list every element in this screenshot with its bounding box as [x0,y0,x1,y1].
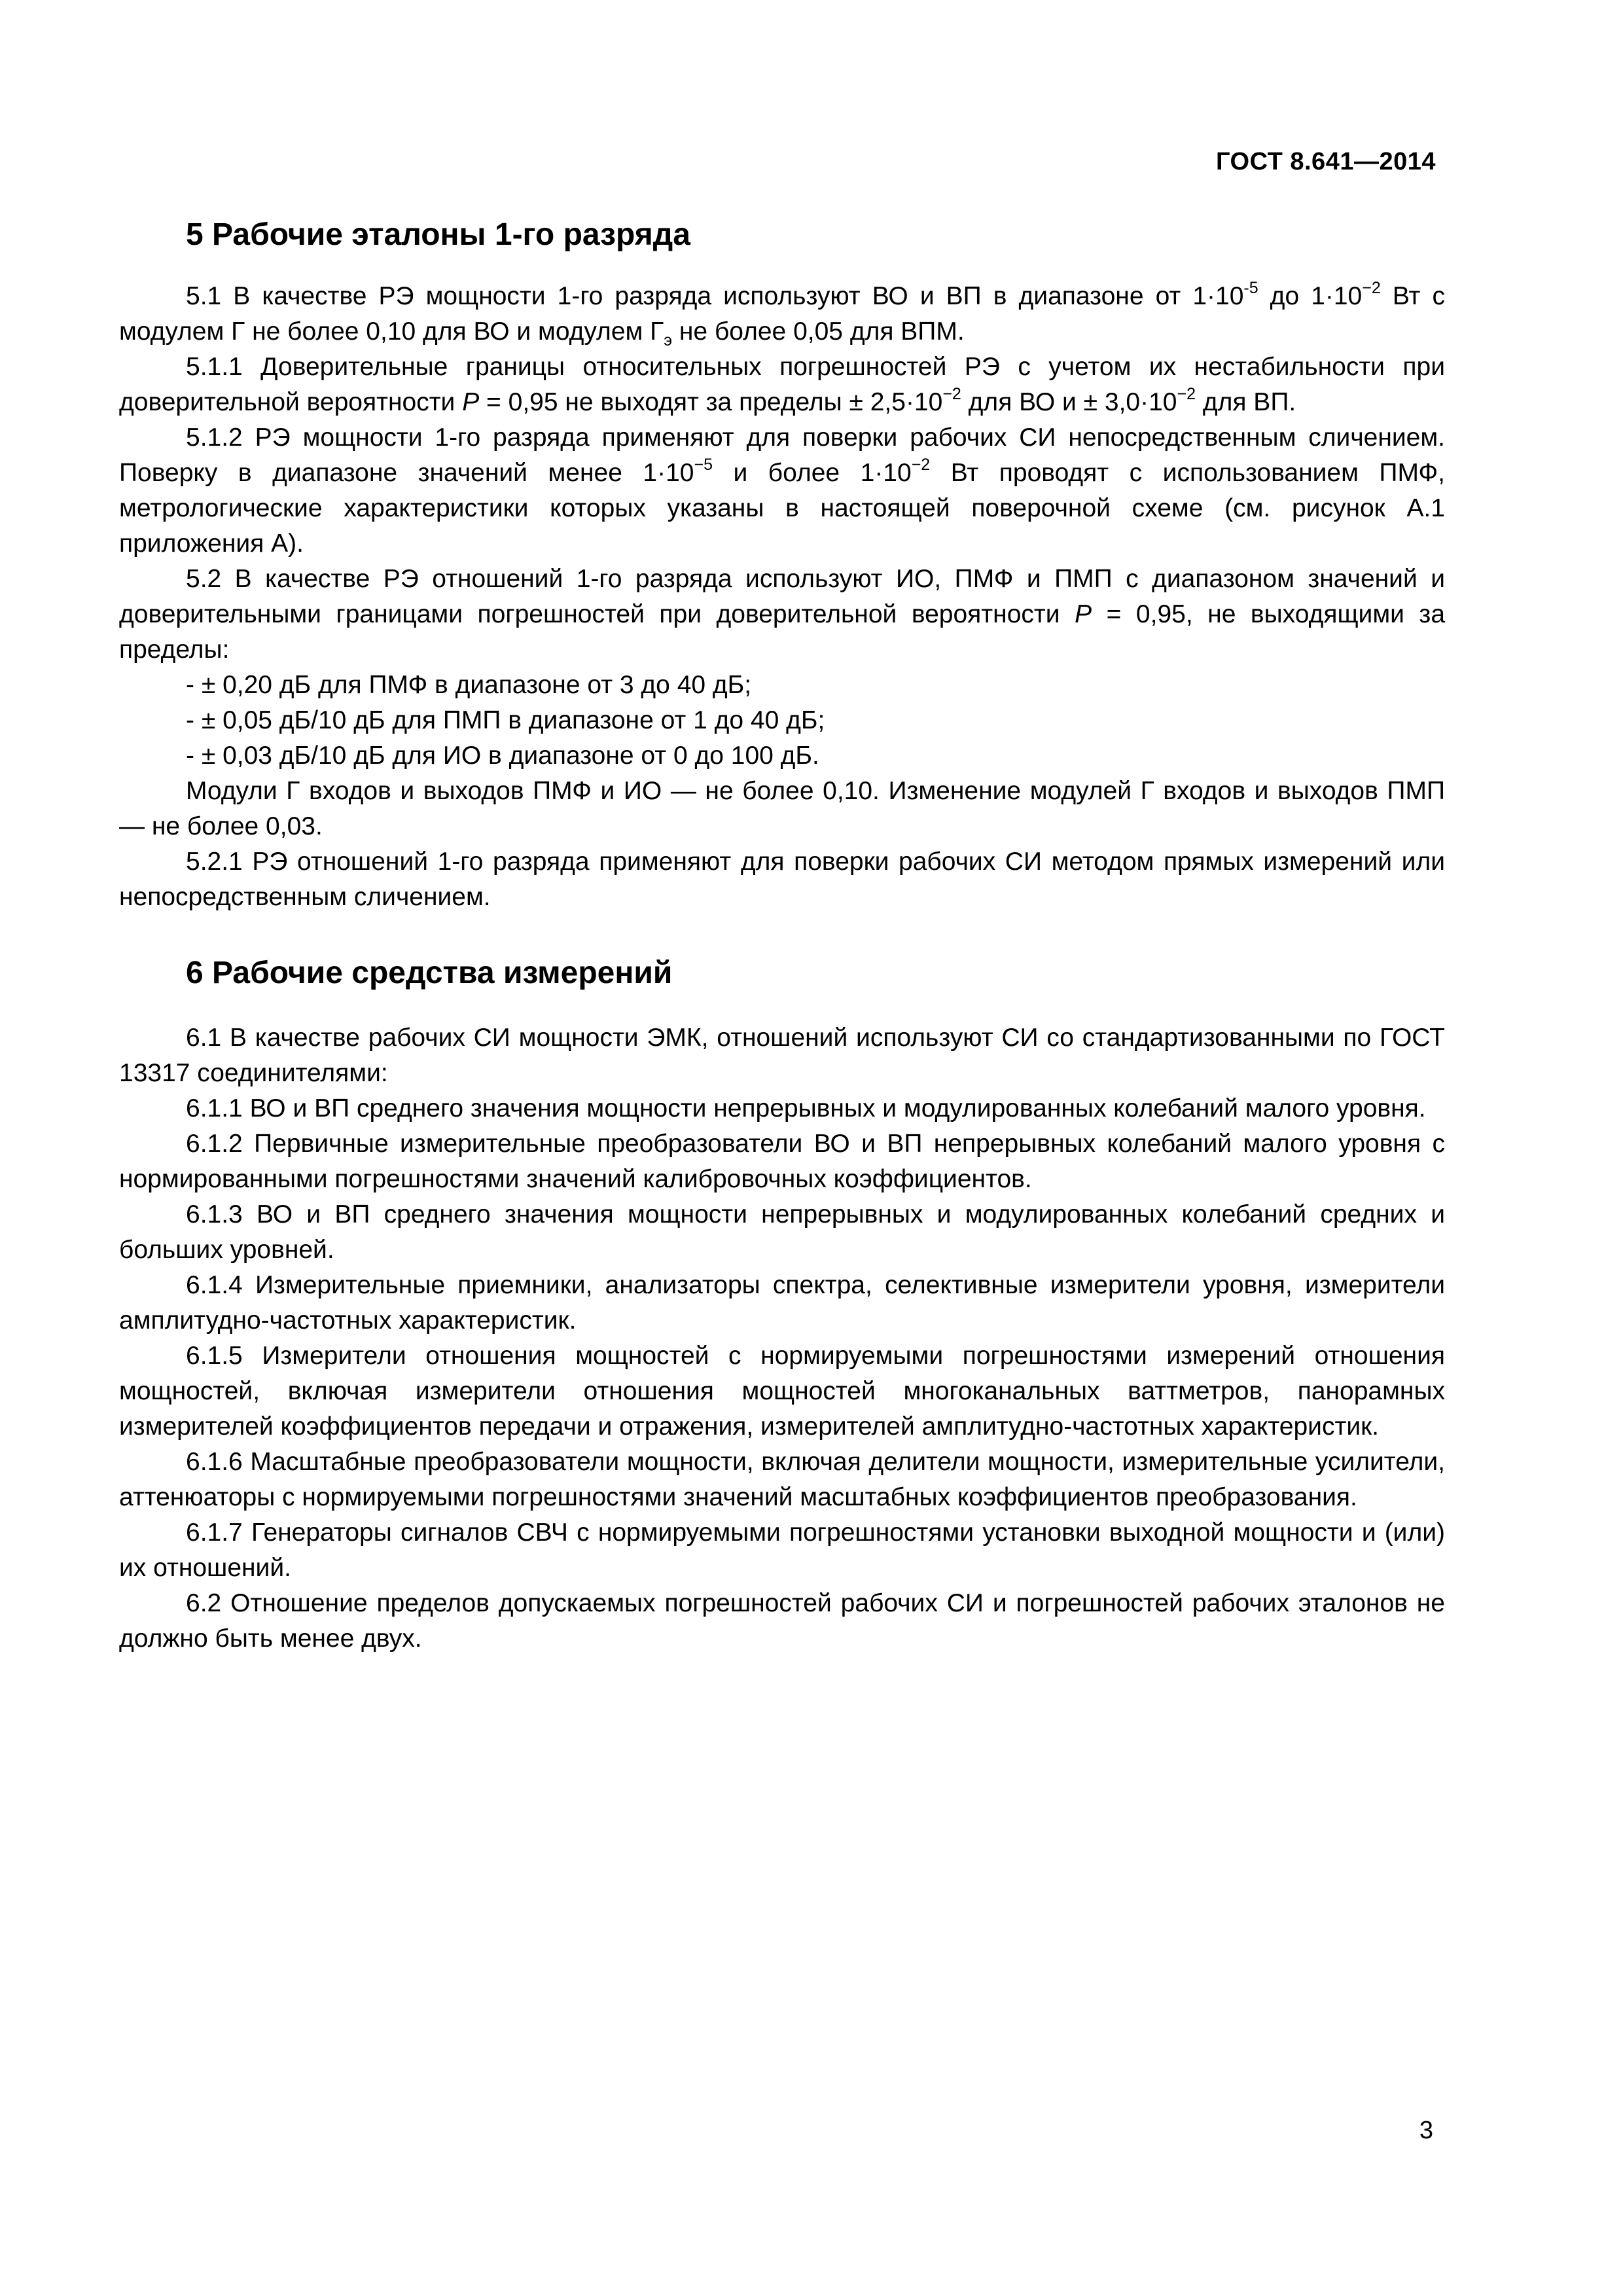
paragraph-6-1-4: 6.1.4 Измерительные приемники, анализаторы спектра, селективные измерители уровня, измерители амплитудно-частотных характеристик. [119,1271,1445,1335]
document-code: ГОСТ 8.641—2014 [1216,148,1436,175]
paragraph-5-1-1: 5.1.1 Доверительные границы относительных погрешностей РЭ с учетом их нестабильности при доверительной вероятности Р = 0,95 не выходят за пределы ± $2,5\cdot 10^{-2}$ для ВО $и \pm 3,0\cdot 10^{-2}$ для ВП. [119,352,1445,416]
paragraph-5-2: 5.2 В качестве РЭ отношений 1-го разряда используют ИО, ПМФ и ПМП с диапазоном значений и доверительными границами погрешностей при доверительной вероятности Р = 0,95, не выходящими за пределы: [119,564,1446,664]
paragraph-6-1-5: 6.1.5 Измерители отношения мощностей с нормируемыми погрешностями измерений отношения мощностей, включая измерители отношения мощностей многоканальных ваттметров, панорамных измерителей коэффициентов передачи и отражения, измерителей амплитудно-частотных характеристик. [119,1342,1445,1441]
paragraph-5-1-2: 5.1.2 РЭ мощности 1-го разряда применяют для поверки рабочих СИ непосредственным сличением. Поверку в диапазоне значений менее $1\cdot 10^{-5}$ и более $1\cdot 10^{-2}$ Вт проводят с использованием ПМФ, метрологические характеристики которых указаны в настоящей поверочной схеме (см. рисунок А.1 приложения А). [119,423,1446,558]
list-item: - ± 0,05 дБ/10 дБ для ПМП в диапазоне от 1 до 40 дБ; [186,706,825,734]
page-number: 3 [1419,2117,1433,2144]
paragraph-6-1-6: 6.1.6 Масштабные преобразователи мощности, включая делители мощности, измерительные усилители, аттенюаторы с нормируемыми погрешностями значений масштабных коэффициентов преобразования. [119,1448,1445,1512]
paragraph-6-1: 6.1 В качестве рабочих СИ мощности ЭМК, отношений используют СИ со стандартизованными по ГОСТ 13317 соединителями: [119,1024,1445,1088]
document-body [119,216,1445,1657]
paragraph-modules: Модули Г входов и выходов ПМФ и ИО — не более 0,10. Изменение модулей Г входов и выходов ПМП — не более 0,03. [119,776,1445,840]
section-5-heading: 5 Рабочие эталоны 1-го разряда [186,217,690,252]
paragraph-5-2-1: 5.2.1 РЭ отношений 1-го разряда применяют для поверки рабочих СИ методом прямых измерений или непосредственным сличением. [119,847,1445,911]
paragraph-5-1: 5.1 В качестве РЭ мощности 1-го разряда используют ВО и ВП в диапазоне от $1\cdot 10^{-5}$ до $1\cdot 10^{-2}$ Вт с модулем Г не более 0,10 для ВО и модулем $Г_э$ не более 0,05 для ВПМ. [119,278,1445,350]
paragraph-6-1-3: 6.1.3 ВО и ВП среднего значения мощности непрерывных и модулированных колебаний средних и больших уровней. [119,1200,1445,1265]
list-item: - ± 0,03 дБ/10 дБ для ИО в диапазоне от 0 до 100 дБ. [186,741,819,770]
paragraph-6-1-2: 6.1.2 Первичные измерительные преобразователи ВО и ВП непрерывных колебаний малого уровня с нормированными погрешностями значений калибровочных коэффициентов. [119,1130,1445,1194]
paragraph-6-2: 6.2 Отношение пределов допускаемых погрешностей рабочих СИ и погрешностей рабочих эталонов не должно быть менее двух. [119,1589,1445,1653]
paragraph-6-1-1: 6.1.1 ВО и ВП среднего значения мощности непрерывных и модулированных колебаний малого уровня. [186,1094,1426,1123]
paragraph-6-1-7: 6.1.7 Генераторы сигналов СВЧ с нормируемыми погрешностями установки выходной мощности и (или) их отношений. [119,1518,1445,1583]
section-6-heading: 6 Рабочие средства измерений [186,955,673,990]
list-item: - ± 0,20 дБ для ПМФ в диапазоне от 3 до 40 дБ; [186,670,752,699]
